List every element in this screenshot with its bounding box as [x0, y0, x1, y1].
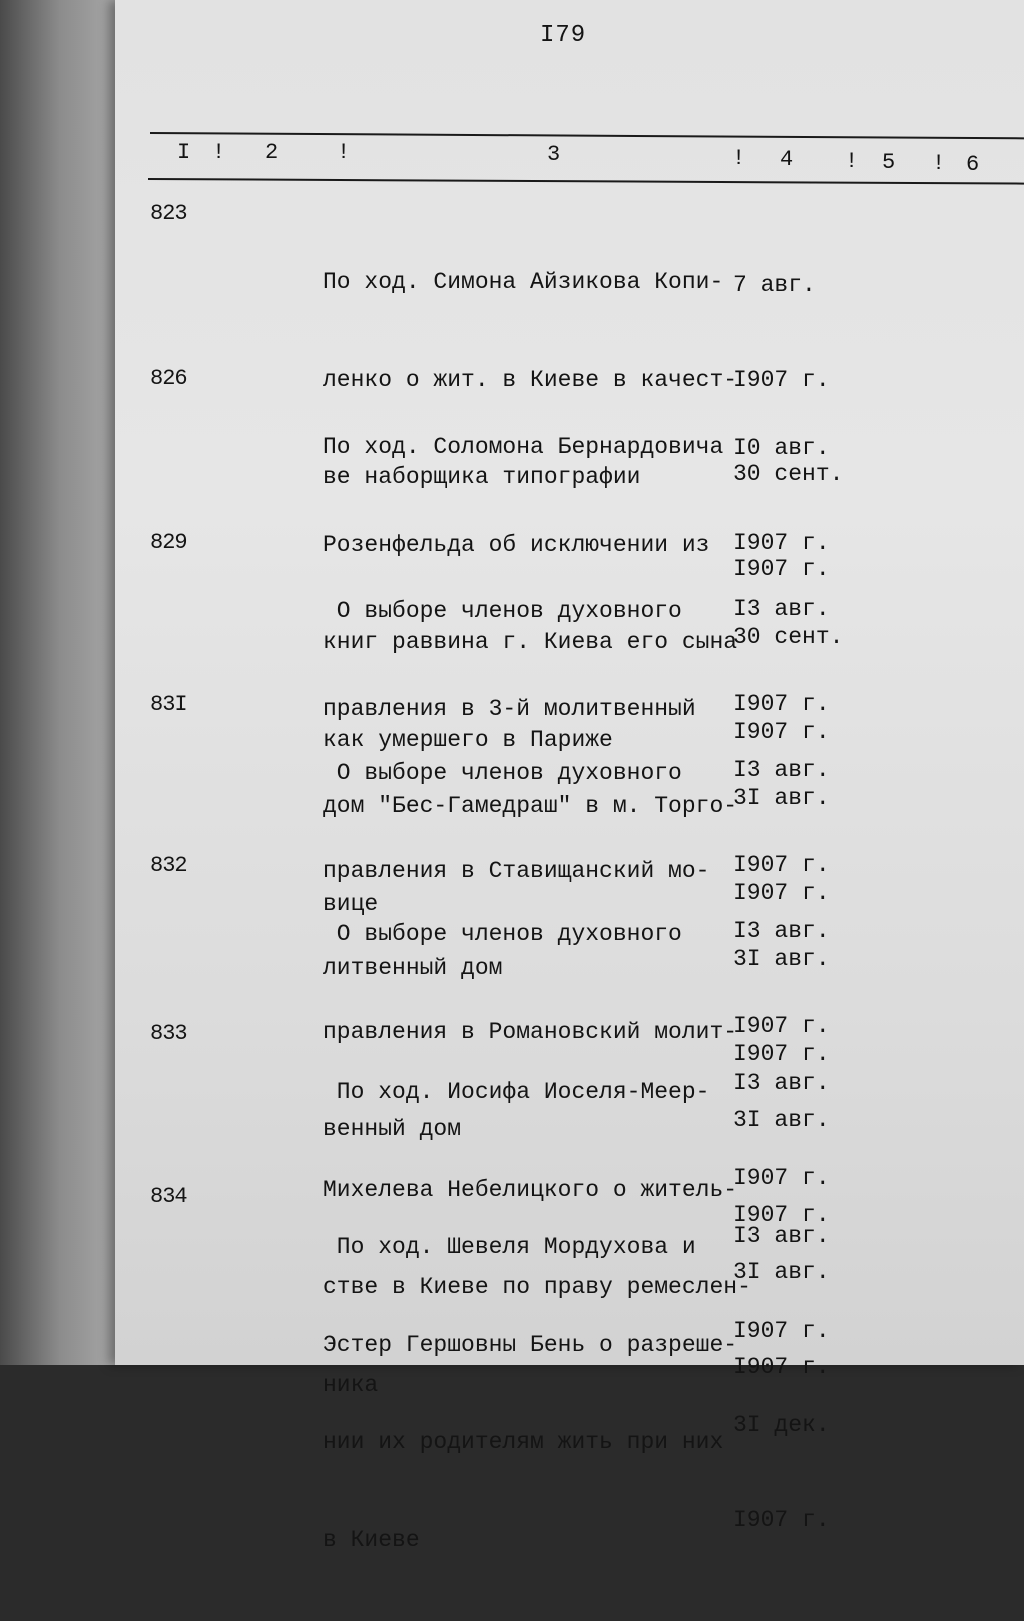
entry-dates: I3 авг. I907 г. 3I авг. I907 г.: [733, 918, 830, 1228]
document-page: [115, 0, 1024, 1553]
entry-dates: I3 авг. I907 г. 3I авг. I907 г.: [733, 596, 830, 906]
entry-number: 829: [150, 530, 187, 555]
table-header-top-rule: [150, 132, 1024, 139]
header-separator: !: [337, 140, 351, 165]
table-header-bottom-rule: [148, 178, 1024, 185]
entry-description: По ход. Шевеля Мордухова и Эстер Гершовны Бень о разреше- нии их родителям жить при них в Киеве: [323, 1234, 738, 1553]
header-col-3: 3: [547, 142, 561, 167]
entry-number: 823: [150, 201, 187, 226]
header-separator: !: [845, 149, 859, 174]
entry-dates: I3 авг. I907 г. 3I авг. I907 г.: [733, 1070, 830, 1380]
header-col-2: 2: [265, 140, 279, 165]
underlying-page-edge: [0, 0, 130, 1365]
entry-number: 833: [150, 1021, 187, 1046]
entry-description: По ход. Иосифа Иоселя-Меер- Михелева Небелицкого о житель- стве в Киеве по праву ремеслен- ника: [323, 1079, 751, 1398]
header-col-4: 4: [780, 147, 794, 172]
entry-dates: I3 авг. I907 г. 3I авг. I907 г.: [733, 757, 830, 1067]
entry-description: О выборе членов духовного правления в Ставищанский мо- литвенный дом: [323, 760, 710, 981]
header-col-5: 5: [882, 150, 896, 175]
entry-number: 826: [150, 366, 187, 391]
entry-number: 832: [150, 853, 187, 878]
entry-description: По ход. Соломона Бернардовича Розенфельда об исключении из книг раввина г. Киева его сына как умершего в Париже: [323, 434, 738, 753]
entry-description: По ход. Симона Айзикова Копи- ленко о жит. в Киеве в качест- ве наборщика типографии: [323, 269, 738, 490]
entry-dates: I3 авг. I907 г. 3I дек. I907 г.: [733, 1223, 830, 1533]
entry-number: 834: [150, 1184, 187, 1209]
header-separator: !: [212, 140, 226, 165]
header-separator: !: [932, 151, 946, 176]
header-col-1: I: [177, 140, 191, 165]
entry-description: О выборе членов духовного правления в 3-й молитвенный дом "Бес-Гамедраш" в м. Торго- вице: [323, 598, 738, 917]
page-number: I79: [540, 22, 587, 49]
header-col-6: 6: [966, 152, 980, 177]
entry-number: 83I: [150, 692, 187, 717]
entry-description: О выборе членов духовного правления в Романовский молит- венный дом: [323, 921, 738, 1142]
header-separator: !: [732, 146, 746, 171]
entry-dates: I0 авг. I907 г. 30 сент. I907 г.: [733, 435, 844, 745]
entry-dates: 7 авг. I907 г. 30 сент. I907 г.: [733, 272, 844, 582]
